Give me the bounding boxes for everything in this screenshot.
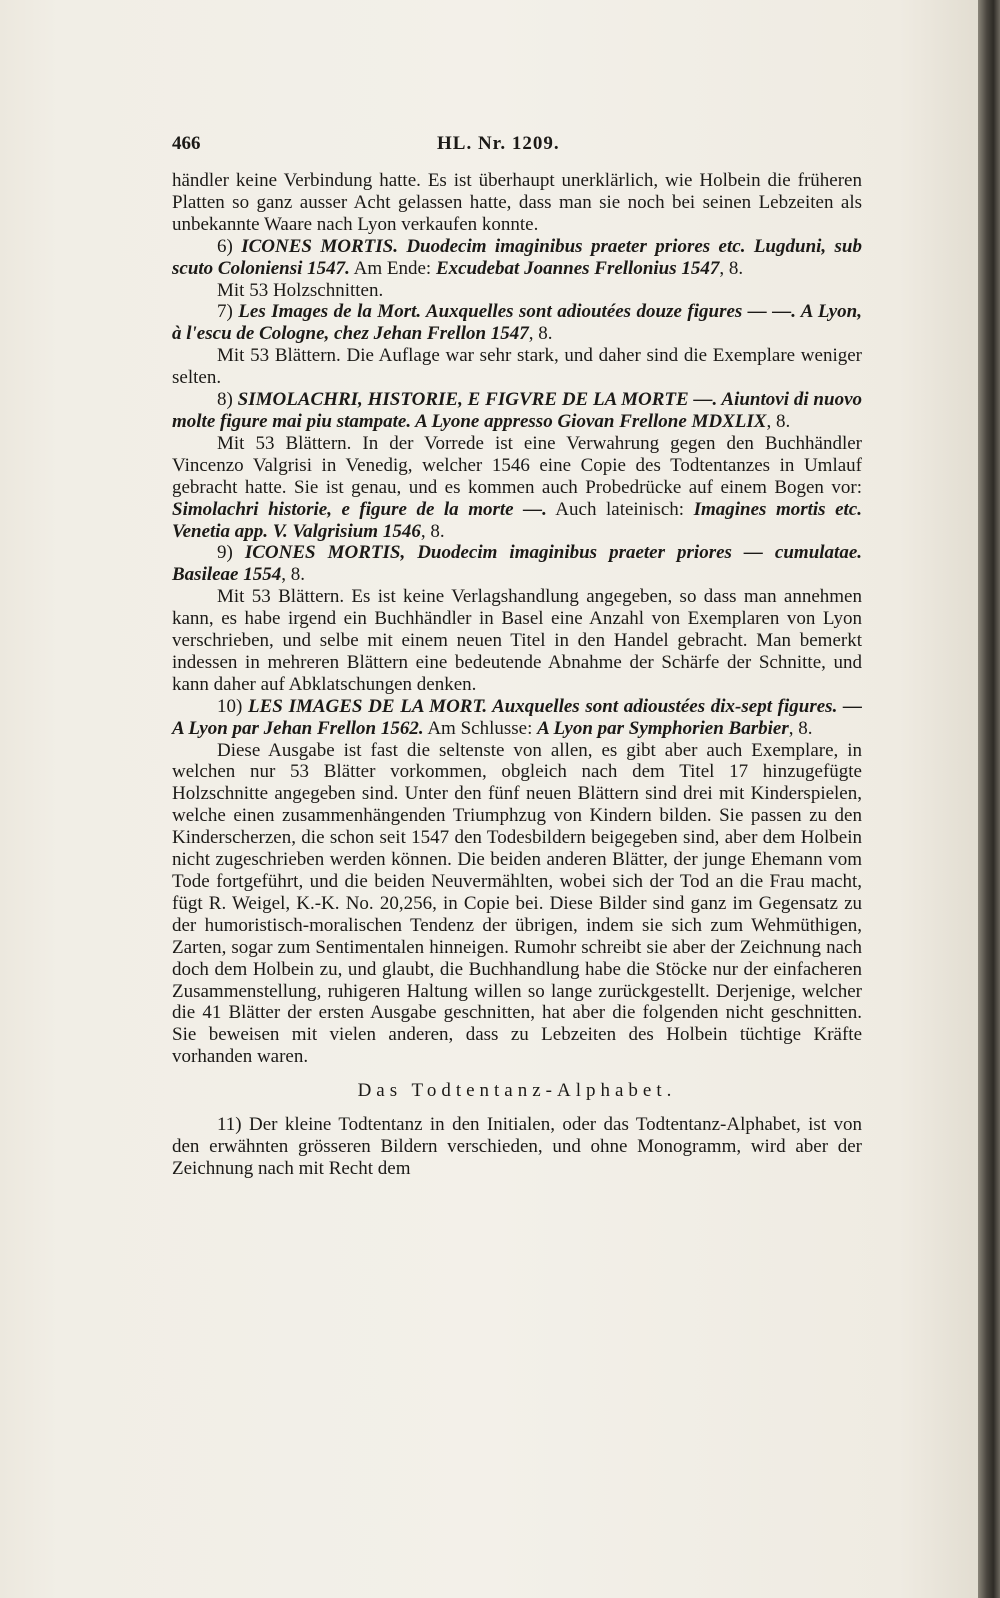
running-header xyxy=(172,133,862,157)
entry-title: Les Images de la Mort. Auxquelles sont adioutées douze figures — —. A Lyon, à l'escu de Cologne, chez Jehan Frellon 1547 xyxy=(172,301,862,345)
entry-number: 8) xyxy=(217,389,238,411)
section-heading: Das Todtentanz-Alphabet. xyxy=(357,1080,677,1102)
entry-title: SIMOLACHRI, HISTORIE, E FIGVRE DE LA MORTE —. Aiuntovi di nuovo molte figure mai piu stampate. A Lyone appresso Giovan Frellone MDXLIX xyxy=(172,389,862,432)
entry-7: 7) Les Images de la Mort. Auxquelles sont adioutées douze figures — —. A Lyon, à l'escu de Cologne, chez Jehan Frellon 1547, 8. xyxy=(172,301,862,345)
paragraph-continuation: händler keine Verbindung hatte. Es ist überhaupt unerklärlich, wie Holbein die früheren Platten so ganz ausser Acht gelassen hatte, dass man sie noch bei seinen Lebzeiten als unbekannte Waare nach Lyon verkaufen konnte. xyxy=(172,170,862,235)
body-text xyxy=(172,170,862,1180)
entry-6-note: Mit 53 Holzschnitten. xyxy=(217,279,384,301)
entry-10-note: Diese Ausgabe ist fast die seltenste von allen, es gibt aber auch Exemplare, in welchen nur 53 Blätter vorkommen, obgleich nach dem Titel 17 hinzugefügte Holzschnitte angegeben sind. Unter den fünf neuen Blättern sind drei mit Kinderspielen, welche einen zusammenhängenden Triumphzug von Kindern bilden. Sie passen zu den Kinderscherzen, die schon seit 1547 den Todesbildern beigegeben sind, aber dem Holbein nicht zugeschrieben werden können. Die beiden anderen Blätter, der junge Ehemann vom Tode fortgeführt, und die beiden Neuvermählten, wobei sich der Tod an die Frau macht, fügt R. Weigel, K.-K. No. 20,256, in Copie bei. Diese Bilder sind ganz im Gegensatz zu der humoristisch-moralischen Tendenz der übrigen, indem sie sich zum Wehmüthigen, Zarten, sogar zum Sentimentalen hinneigen. Rumohr schreibt sie aber der Zeichnung nach doch dem Holbein zu, und glaubt, die Buchhandlung habe die Stöcke nur der einfacheren Zusammenstellung, ruhigeren Haltung willen so lange zurückgestellt. Derjenige, welcher die 41 Blätter der ersten Ausgabe geschnitten, hat aber die folgenden nicht geschnitten. Sie beweisen mit vielen anderen, dass zu Lebzeiten des Holbein tüchtige Kräfte vorhanden waren. xyxy=(172,739,862,1068)
entry-number: 6) xyxy=(217,235,242,257)
entry-number: 9) xyxy=(217,542,245,564)
entry-number: 7) xyxy=(217,301,239,323)
entry-colophon: Excudebat Joannes Frellonius 1547 xyxy=(435,257,720,279)
entry-6: 6) ICONES MORTIS. Duodecim imaginibus praeter priores etc. Lugduni, sub scuto Coloniensi 1547. Am Ende: Excudebat Joannes Frellonius 1547, 8. xyxy=(172,235,863,279)
entry-colophon: A Lyon par Symphorien Barbier xyxy=(537,717,789,739)
running-title: HL. Nr. 1209. xyxy=(437,133,560,154)
entry-title: LES IMAGES DE LA MORT. Auxquelles sont adioustées dix-sept figures. — A Lyon par Jehan Frellon 1562. xyxy=(172,695,863,739)
book-spine-edge xyxy=(978,0,1000,1598)
entry-8: 8) SIMOLACHRI, HISTORIE, E FIGVRE DE LA MORTE —. Aiuntovi di nuovo molte figure mai piu stampate. A Lyone appresso Giovan Frellone MDXLIX, 8. xyxy=(172,389,862,432)
page-number: 466 xyxy=(172,133,201,154)
entry-title: ICONES MORTIS. Duodecim imaginibus praeter priores etc. Lugduni, sub scuto Coloniensi 1547. xyxy=(172,235,863,279)
entry-9: 9) ICONES MORTIS, Duodecim imaginibus praeter priores — cumulatae. Basileae 1554, 8. xyxy=(172,542,863,586)
entry-7-note: Mit 53 Blättern. Die Auflage war sehr stark, und daher sind die Exemplare weniger selten. xyxy=(172,345,862,389)
entry-8-note: Mit 53 Blättern. In der Vorrede ist eine Verwahrung gegen den Buchhändler Vincenzo Valgrisi in Venedig, welcher 1546 eine Copie des Todtentanzes in Umlauf gebracht hatte. Sie ist genau, und es kommen auch Probedrücke auf einem Bogen vor: Simolachri historie, e figure de la morte —. Auch lateinisch: Imagines mortis etc. Venetia app. V. Valgrisium 1546, 8. xyxy=(172,432,862,542)
entry-title: ICONES MORTIS, Duodecim imaginibus praeter priores — cumulatae. Basileae 1554 xyxy=(172,542,863,586)
entry-10: 10) LES IMAGES DE LA MORT. Auxquelles sont adioustées dix-sept figures. — A Lyon par Jehan Frellon 1562. Am Schlusse: A Lyon par Symphorien Barbier, 8. xyxy=(172,695,863,739)
entry-number: 10) xyxy=(217,695,249,717)
entry-9-note: Mit 53 Blättern. Es ist keine Verlagshandlung angegeben, so dass man annehmen kann, es habe irgend ein Buchhändler in Basel eine Anzahl von Exemplaren von Lyon verschrieben, und selbe mit einem neuen Titel in den Handel gebracht. Man bemerkt indessen in mehreren Blättern eine bedeutende Abnahme der Schärfe der Schnitte, und kann daher auf Abklatschungen denken. xyxy=(172,586,862,695)
entry-11: 11) Der kleine Todtentanz in den Initialen, oder das Todtentanz-Alphabet, ist von den erwähnten grösseren Bildern verschieden, und ohne Monogramm, wird aber der Zeichnung nach mit Recht dem xyxy=(172,1114,862,1179)
